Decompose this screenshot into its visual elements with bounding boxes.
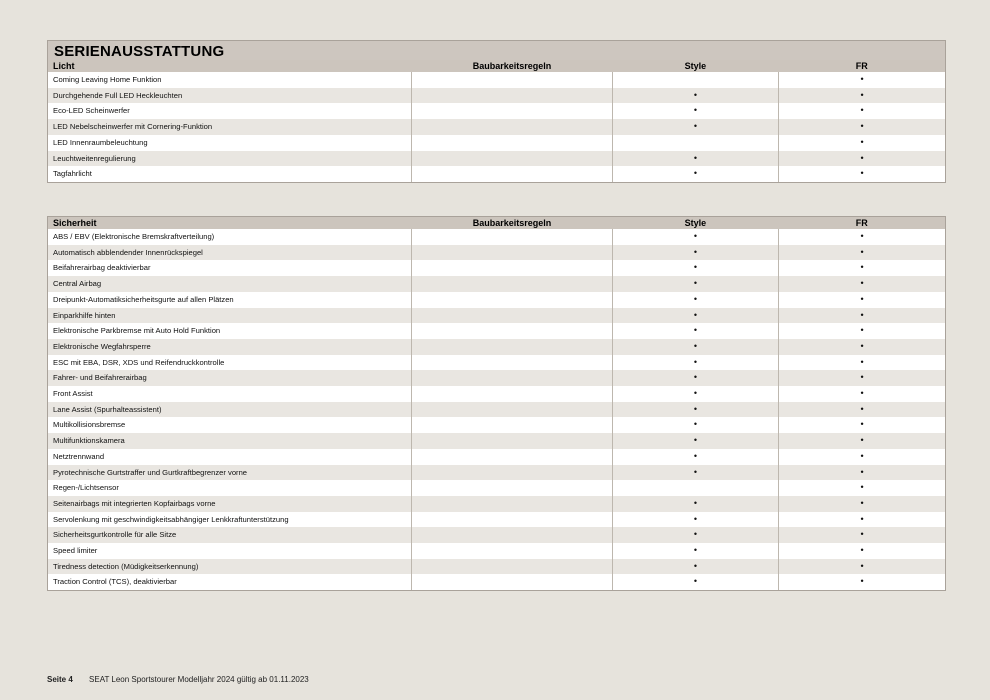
style-availability: • [612,543,778,559]
baubarkeitsregeln-cell [412,119,612,135]
style-availability: • [612,166,778,182]
style-availability: • [612,512,778,528]
licht-section [47,40,946,183]
col-fr: FR [779,60,945,72]
table-row [48,496,945,512]
col-style: Style [612,60,778,72]
fr-availability: • [779,574,945,590]
baubarkeitsregeln-cell [412,339,612,355]
style-availability: • [612,119,778,135]
style-availability: • [612,355,778,371]
feature-label: Multikollisionsbremse [48,417,412,433]
table-row [48,166,945,182]
sicherheit-table [48,217,945,590]
style-availability: • [612,386,778,402]
feature-label: Front Assist [48,386,412,402]
table-row [48,308,945,324]
feature-label: Traction Control (TCS), deaktivierbar [48,574,412,590]
fr-availability: • [779,355,945,371]
baubarkeitsregeln-cell [412,574,612,590]
feature-label: Regen-/Lichtsensor [48,480,412,496]
style-availability: • [612,465,778,481]
table-row [48,229,945,245]
style-availability: • [612,339,778,355]
baubarkeitsregeln-cell [412,465,612,481]
fr-availability: • [779,386,945,402]
fr-availability: • [779,276,945,292]
style-availability: • [612,245,778,261]
feature-label: Central Airbag [48,276,412,292]
baubarkeitsregeln-cell [412,355,612,371]
feature-label: Automatisch abblendender Innenrückspiegel [48,245,412,261]
fr-availability: • [779,496,945,512]
baubarkeitsregeln-cell [412,229,612,245]
feature-label: ABS / EBV (Elektronische Bremskraftverteilung) [48,229,412,245]
feature-label: Multifunktionskamera [48,433,412,449]
feature-label: Dreipunkt-Automatiksicherheitsgurte auf allen Plätzen [48,292,412,308]
fr-availability: • [779,512,945,528]
style-availability: • [612,496,778,512]
table-row [48,119,945,135]
style-availability: • [612,276,778,292]
table-row [48,417,945,433]
feature-label: Fahrer- und Beifahrerairbag [48,370,412,386]
style-availability: • [612,559,778,575]
style-availability: • [612,151,778,167]
fr-availability: • [779,292,945,308]
table-row [48,465,945,481]
baubarkeitsregeln-cell [412,151,612,167]
baubarkeitsregeln-cell [412,512,612,528]
table-row [48,151,945,167]
style-availability: • [612,402,778,418]
feature-label: LED Nebelscheinwerfer mit Cornering-Funktion [48,119,412,135]
fr-availability: • [779,72,945,88]
fr-availability: • [779,370,945,386]
feature-label: Leuchtweitenregulierung [48,151,412,167]
feature-label: Elektronische Parkbremse mit Auto Hold Funktion [48,323,412,339]
baubarkeitsregeln-cell [412,370,612,386]
licht-header-row [48,60,945,72]
feature-label: ESC mit EBA, DSR, XDS und Reifendruckkontrolle [48,355,412,371]
licht-rows [48,72,945,182]
table-row [48,88,945,104]
table-row [48,512,945,528]
table-row [48,559,945,575]
fr-availability: • [779,339,945,355]
fr-availability: • [779,559,945,575]
style-availability: • [612,417,778,433]
baubarkeitsregeln-cell [412,135,612,151]
licht-header: Licht [48,60,412,72]
fr-availability: • [779,433,945,449]
feature-label: LED Innenraumbeleuchtung [48,135,412,151]
feature-label: Netztrennwand [48,449,412,465]
style-availability: • [612,370,778,386]
style-availability: • [612,308,778,324]
sicherheit-header-row [48,217,945,229]
fr-availability: • [779,88,945,104]
style-availability [612,135,778,151]
table-row [48,245,945,261]
fr-availability: • [779,527,945,543]
footer [47,675,309,684]
table-row [48,339,945,355]
baubarkeitsregeln-cell [412,449,612,465]
table-row [48,323,945,339]
feature-label: Beifahrerairbag deaktivierbar [48,260,412,276]
footer-text: SEAT Leon Sportstourer Modelljahr 2024 gültig ab 01.11.2023 [89,675,309,684]
fr-availability: • [779,135,945,151]
fr-availability: • [779,543,945,559]
table-row [48,574,945,590]
feature-label: Servolenkung mit geschwindigkeitsabhängiger Lenkkraftunterstützung [48,512,412,528]
style-availability: • [612,449,778,465]
baubarkeitsregeln-cell [412,496,612,512]
fr-availability: • [779,449,945,465]
sicherheit-rows [48,229,945,590]
fr-availability: • [779,119,945,135]
table-row [48,103,945,119]
fr-availability: • [779,323,945,339]
baubarkeitsregeln-cell [412,308,612,324]
table-row [48,386,945,402]
feature-label: Pyrotechnische Gurtstraffer und Gurtkraftbegrenzer vorne [48,465,412,481]
fr-availability: • [779,480,945,496]
feature-label: Sicherheitsgurtkontrolle für alle Sitze [48,527,412,543]
table-row [48,527,945,543]
table-row [48,292,945,308]
baubarkeitsregeln-cell [412,276,612,292]
baubarkeitsregeln-cell [412,245,612,261]
table-row [48,543,945,559]
feature-label: Tagfahrlicht [48,166,412,182]
baubarkeitsregeln-cell [412,402,612,418]
baubarkeitsregeln-cell [412,417,612,433]
fr-availability: • [779,229,945,245]
col-baubarkeitsregeln: Baubarkeitsregeln [412,217,612,229]
baubarkeitsregeln-cell [412,527,612,543]
baubarkeitsregeln-cell [412,323,612,339]
baubarkeitsregeln-cell [412,103,612,119]
style-availability: • [612,292,778,308]
style-availability: • [612,260,778,276]
feature-label: Einparkhilfe hinten [48,308,412,324]
table-row [48,260,945,276]
fr-availability: • [779,245,945,261]
col-style: Style [612,217,778,229]
baubarkeitsregeln-cell [412,559,612,575]
style-availability: • [612,574,778,590]
feature-label: Elektronische Wegfahrsperre [48,339,412,355]
licht-table [48,60,945,182]
table-row [48,355,945,371]
feature-label: Tiredness detection (Müdigkeitserkennung) [48,559,412,575]
table-row [48,449,945,465]
page-number: Seite 4 [47,675,73,684]
baubarkeitsregeln-cell [412,260,612,276]
style-availability [612,480,778,496]
sicherheit-section [47,216,946,591]
style-availability: • [612,433,778,449]
fr-availability: • [779,151,945,167]
fr-availability: • [779,417,945,433]
baubarkeitsregeln-cell [412,72,612,88]
feature-label: Coming Leaving Home Funktion [48,72,412,88]
table-row [48,480,945,496]
feature-label: Durchgehende Full LED Heckleuchten [48,88,412,104]
baubarkeitsregeln-cell [412,292,612,308]
style-availability: • [612,88,778,104]
table-row [48,276,945,292]
style-availability: • [612,229,778,245]
feature-label: Eco-LED Scheinwerfer [48,103,412,119]
fr-availability: • [779,103,945,119]
style-availability [612,72,778,88]
baubarkeitsregeln-cell [412,386,612,402]
baubarkeitsregeln-cell [412,480,612,496]
table-row [48,135,945,151]
baubarkeitsregeln-cell [412,433,612,449]
table-row [48,433,945,449]
table-row [48,72,945,88]
page-title: SERIENAUSSTATTUNG [48,41,945,60]
table-row [48,402,945,418]
style-availability: • [612,323,778,339]
baubarkeitsregeln-cell [412,543,612,559]
fr-availability: • [779,166,945,182]
sicherheit-header: Sicherheit [48,217,412,229]
feature-label: Seitenairbags mit integrierten Kopfairbags vorne [48,496,412,512]
style-availability: • [612,103,778,119]
fr-availability: • [779,402,945,418]
fr-availability: • [779,260,945,276]
fr-availability: • [779,308,945,324]
col-fr: FR [779,217,945,229]
table-row [48,370,945,386]
feature-label: Speed limiter [48,543,412,559]
baubarkeitsregeln-cell [412,88,612,104]
baubarkeitsregeln-cell [412,166,612,182]
style-availability: • [612,527,778,543]
col-baubarkeitsregeln: Baubarkeitsregeln [412,60,612,72]
feature-label: Lane Assist (Spurhalteassistent) [48,402,412,418]
fr-availability: • [779,465,945,481]
